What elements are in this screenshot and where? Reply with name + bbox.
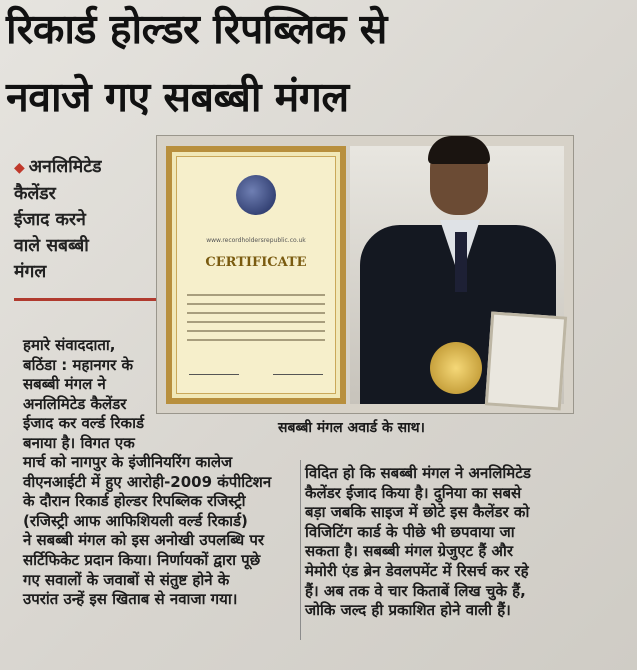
article-line: (रजिस्ट्री आफ आफिशियली वर्ल्ड रिकार्ड) — [23, 511, 248, 530]
signature-left — [189, 364, 239, 375]
subheadline-line-1: अनलिमिटेड — [28, 157, 102, 177]
article-column-1-top — [23, 336, 163, 454]
headline-line-1: रिकार्ड होल्डर रिपब्लिक से — [6, 5, 387, 53]
person-hair — [428, 136, 490, 164]
article-line: सर्टिफिकेट प्रदान किया। निर्णायकों द्वारा पूछे — [23, 550, 261, 569]
certificate-paper — [176, 156, 336, 394]
article-line: वीएनआईटी में हुए आरोही-2009 कंपीटिशन — [23, 472, 272, 491]
globe-logo-icon — [236, 175, 276, 215]
certificate-heading: CERTIFICATE — [205, 255, 307, 270]
article-line: मार्च को नागपुर के इंजीनियरिंग कालेज — [23, 453, 233, 471]
subheadline — [14, 154, 149, 285]
article-line: बड़ा जबकि साइज में छोटे इस कैलेंडर को — [305, 503, 530, 522]
article-column-2 — [305, 464, 587, 621]
subheadline-line-4: वाले सबब्बी — [14, 236, 89, 256]
subheadline-line-2: कैलेंडर — [14, 184, 56, 204]
person-tie — [455, 232, 467, 292]
subheadline-rule — [14, 298, 164, 301]
article-line: ईजाद कर वर्ल्ड रिकार्ड — [23, 414, 144, 433]
article-line: जोकि जल्द ही प्रकाशित होने वाली हैं। — [305, 601, 511, 620]
article-line: गए सवालों के जवाबों से संतुष्ट होने के — [23, 570, 230, 589]
article-line: मेमोरी एंड ब्रेन डेवलपमेंट में रिसर्च कर रहे — [305, 561, 529, 580]
trophy-medal-icon — [430, 342, 482, 394]
article-line: सबब्बी मंगल ने — [23, 375, 106, 394]
article-line: विदित हो कि सबब्बी मंगल ने अनलिमिटेड — [305, 464, 531, 482]
article-column-1-bottom — [23, 453, 295, 610]
subheadline-line-3: ईजाद करने — [14, 210, 86, 230]
article-line: अनलिमिटेड कैलेंडर — [23, 394, 127, 413]
headline-line-2: नवाजे गए सबब्बी मंगल — [6, 73, 349, 121]
article-line: बठिंडा : महानगर के — [23, 355, 133, 374]
framed-award — [485, 311, 567, 410]
article-line: हैं। अब तक वे चार किताबें लिख चुके हैं, — [305, 581, 526, 600]
diamond-bullet-icon: ◆ — [14, 160, 25, 176]
article-line: विजिटिंग कार्ड के पीछे भी छपवाया जा — [305, 522, 515, 541]
certificate-frame — [166, 146, 346, 404]
article-line: कैलेंडर ईजाद किया है। दुनिया का सबसे — [305, 483, 522, 502]
signature-right — [273, 364, 323, 375]
certificate-body-text — [187, 287, 325, 348]
article-line: हमारे संवाददाता, — [23, 336, 116, 354]
article-line: के दौरान रिकार्ड होल्डर रिपब्लिक रजिस्ट्री — [23, 492, 246, 511]
article-line: उपरांत उन्हें इस खिताब से नवाजा गया। — [23, 590, 238, 609]
article-line: सकता है। सबब्बी मंगल ग्रेजुएट हैं और — [305, 542, 513, 561]
certificate-url: www.recordholdersrepublic.co.uk — [206, 237, 306, 244]
photo-caption: सबब्बी मंगल अवार्ड के साथ। — [278, 420, 425, 436]
subheadline-line-5: मंगल — [14, 262, 47, 282]
article-line: ने सबब्बी मंगल को इस अनोखी उपलब्धि पर — [23, 531, 265, 550]
column-divider — [300, 460, 301, 640]
article-line: बनाया है। विगत एक — [23, 433, 135, 452]
